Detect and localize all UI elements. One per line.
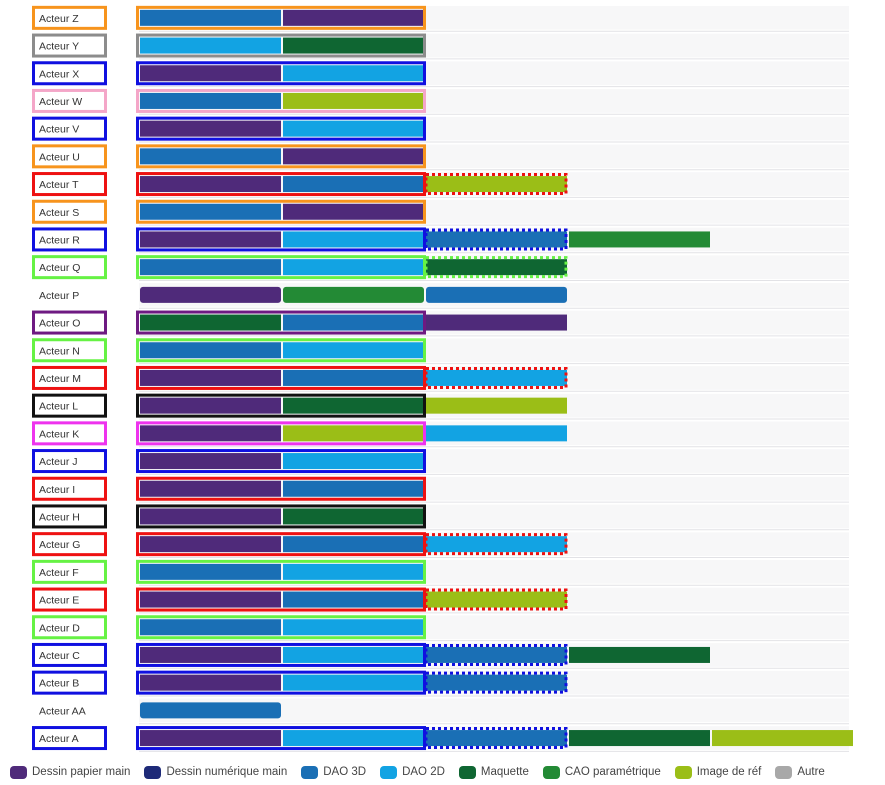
bar-segment <box>569 647 710 663</box>
row-label: Acteur G <box>39 539 81 552</box>
legend-item <box>543 766 661 779</box>
legend-item <box>301 766 366 779</box>
bar-segment <box>140 481 281 497</box>
bar-segment <box>283 370 424 386</box>
bar-segment <box>426 730 567 746</box>
row-label: Acteur O <box>39 317 81 330</box>
bar-segment <box>283 481 424 497</box>
row-label: Acteur N <box>39 345 80 358</box>
legend-label: Dessin numérique main <box>166 766 288 778</box>
legend-label: Autre <box>797 766 825 778</box>
row-label: Acteur R <box>39 234 80 247</box>
legend-label: CAO paramétrique <box>564 766 661 778</box>
bar-segment <box>283 204 424 220</box>
bar-segment <box>283 259 424 275</box>
bar-segment <box>283 675 424 691</box>
bar-segment <box>140 425 281 441</box>
bar-segment <box>283 342 424 358</box>
bar-segment <box>426 315 567 331</box>
bar-segment <box>283 647 424 663</box>
bar-segment <box>140 508 281 524</box>
bar-segment <box>283 315 424 331</box>
legend-item <box>10 766 130 779</box>
bar-segment <box>140 315 281 331</box>
row-label: Acteur K <box>39 428 80 441</box>
legend-swatch <box>675 766 692 779</box>
bar-segment <box>140 342 281 358</box>
legend-item <box>675 766 762 779</box>
legend-item <box>459 766 529 779</box>
bar-segment <box>569 730 710 746</box>
row-label: Acteur D <box>39 622 80 635</box>
bar-segment <box>426 647 567 663</box>
bar-segment <box>140 453 281 469</box>
bar-segment <box>283 231 424 247</box>
row-label: Acteur H <box>39 511 80 524</box>
bar-segment <box>140 564 281 580</box>
row-label: Acteur F <box>39 566 79 579</box>
legend-swatch <box>301 766 318 779</box>
row-label: Acteur S <box>39 206 80 219</box>
row-label: Acteur T <box>39 179 79 192</box>
legend-label: Image de réf <box>696 766 762 778</box>
row-label: Acteur C <box>39 649 80 662</box>
legend-swatch <box>380 766 397 779</box>
bar-segment <box>283 148 424 164</box>
bar-segment <box>140 702 281 718</box>
bar-segment <box>140 647 281 663</box>
legend-label: DAO 3D <box>323 766 367 778</box>
bar-segment <box>426 675 567 691</box>
bar-segment <box>283 508 424 524</box>
bar-segment <box>283 93 424 109</box>
bar-segment <box>426 176 567 192</box>
bar-segment <box>140 592 281 608</box>
legend-item <box>775 766 825 779</box>
legend-swatch <box>10 766 27 779</box>
legend-label: Maquette <box>480 766 529 778</box>
bar-segment <box>283 287 424 303</box>
legend-label: Dessin papier main <box>32 766 131 778</box>
legend-swatch <box>144 766 161 779</box>
bar-segment <box>140 619 281 635</box>
bar-segment <box>283 38 424 54</box>
bar-segment <box>140 730 281 746</box>
legend-item <box>144 766 287 779</box>
row-label: Acteur A <box>39 733 79 746</box>
bar-segment <box>426 592 567 608</box>
chart-legend <box>10 762 880 782</box>
bar-segment <box>140 204 281 220</box>
row-label: Acteur X <box>39 68 80 81</box>
bar-segment <box>283 176 424 192</box>
row-label: Acteur Q <box>39 262 81 275</box>
row-label: Acteur B <box>39 677 80 690</box>
bar-segment <box>426 231 567 247</box>
bar-segment <box>426 259 567 275</box>
bar-segment <box>140 536 281 552</box>
legend-swatch <box>459 766 476 779</box>
row-label: Acteur W <box>39 95 83 108</box>
legend-swatch <box>543 766 560 779</box>
bar-segment <box>569 231 710 247</box>
bar-segment <box>426 398 567 414</box>
bar-segment <box>140 121 281 137</box>
row-label: Acteur I <box>39 483 76 496</box>
row-label: Acteur M <box>39 372 82 385</box>
row-label: Acteur AA <box>39 705 86 718</box>
bar-segment <box>140 231 281 247</box>
row-label: Acteur V <box>39 123 80 136</box>
row-label: Acteur U <box>39 151 80 164</box>
legend-label: DAO 2D <box>402 766 445 778</box>
legend-swatch <box>775 766 792 779</box>
bar-segment <box>140 10 281 26</box>
bar-segment <box>426 536 567 552</box>
bar-segment <box>712 730 853 746</box>
bar-segment <box>426 370 567 386</box>
bar-segment <box>140 259 281 275</box>
bar-segment <box>140 370 281 386</box>
row-label: Acteur Z <box>39 12 79 25</box>
row-label: Acteur L <box>39 400 79 413</box>
bar-segment <box>140 65 281 81</box>
bar-segment <box>140 398 281 414</box>
bar-segment <box>140 176 281 192</box>
row-label: Acteur J <box>39 456 78 469</box>
bar-segment <box>140 287 281 303</box>
bar-segment <box>283 121 424 137</box>
bar-segment <box>283 425 424 441</box>
bar-segment <box>283 730 424 746</box>
bar-segment <box>426 425 567 441</box>
bar-segment <box>140 38 281 54</box>
bar-segment <box>283 564 424 580</box>
row-label: Acteur Y <box>39 40 80 53</box>
bar-segment <box>283 592 424 608</box>
bar-segment <box>283 10 424 26</box>
bar-segment <box>140 93 281 109</box>
bar-segment <box>426 287 567 303</box>
bar-segment <box>140 148 281 164</box>
row-label: Acteur E <box>39 594 80 607</box>
bar-segment <box>140 675 281 691</box>
bar-segment <box>283 398 424 414</box>
bar-segment <box>283 619 424 635</box>
legend-item <box>380 766 445 779</box>
bar-segment <box>283 536 424 552</box>
bar-segment <box>283 65 424 81</box>
row-label: Acteur P <box>39 289 80 302</box>
bar-segment <box>283 453 424 469</box>
